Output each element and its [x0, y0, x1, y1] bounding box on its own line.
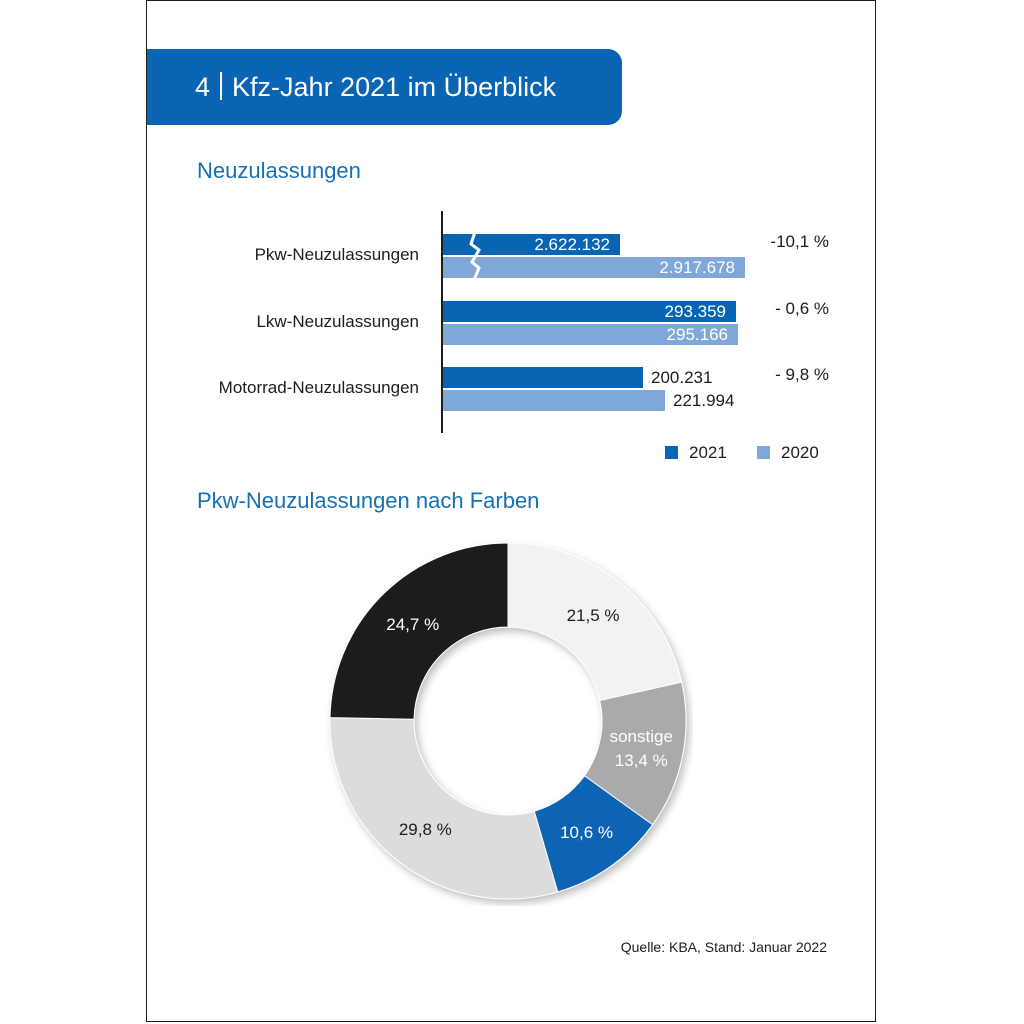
- category-label: Lkw-Neuzulassungen: [256, 312, 419, 331]
- legend-swatch-2020: [757, 446, 770, 459]
- legend-item-2021: [665, 443, 727, 463]
- legend-label-2021: 2021: [689, 443, 727, 462]
- change-label: - 0,6 %: [775, 299, 829, 318]
- axis-break-icon: [467, 232, 487, 280]
- legend-swatch-2021: [665, 446, 678, 459]
- bar-2021: [443, 367, 643, 388]
- slice-value-label: 10,6 %: [560, 823, 614, 843]
- bar-section-title: Neuzulassungen: [197, 158, 361, 183]
- donut-chart: [323, 536, 693, 906]
- chapter-number: 4: [195, 72, 211, 102]
- change-label: - 9,8 %: [775, 365, 829, 384]
- page: [146, 0, 876, 1022]
- bar-value-label: 295.166: [666, 325, 728, 344]
- legend-label-2020: 2020: [781, 443, 819, 462]
- chapter-title: Kfz-Jahr 2021 im Überblick: [232, 72, 557, 102]
- slice-caption: sonstige: [609, 727, 673, 747]
- donut-slice-grau-silber: [330, 718, 558, 899]
- bar-value-label: 293.359: [664, 302, 726, 321]
- bar-2020: [443, 390, 665, 411]
- bar-value-label: 200.231: [651, 368, 713, 387]
- bar-value-label: 2.622.132: [534, 235, 610, 254]
- chapter-banner: [147, 49, 622, 125]
- slice-value-label: 13,4 %: [614, 751, 668, 771]
- slice-value-label: 24,7 %: [386, 614, 440, 634]
- pie-section-title: Pkw-Neuzulassungen nach Farben: [197, 488, 540, 513]
- category-label: Pkw-Neuzulassungen: [254, 245, 419, 264]
- bar-value-label: 2.917.678: [659, 258, 735, 277]
- category-label: Motorrad-Neuzulassungen: [218, 378, 419, 397]
- source-note: Quelle: KBA, Stand: Januar 2022: [620, 939, 827, 955]
- slice-value-label: 21,5 %: [566, 605, 620, 625]
- legend-item-2020: [757, 443, 819, 463]
- banner-divider: [220, 72, 222, 100]
- bar-value-label: 221.994: [673, 391, 735, 410]
- change-label: -10,1 %: [770, 232, 829, 251]
- slice-value-label: 29,8 %: [398, 819, 452, 839]
